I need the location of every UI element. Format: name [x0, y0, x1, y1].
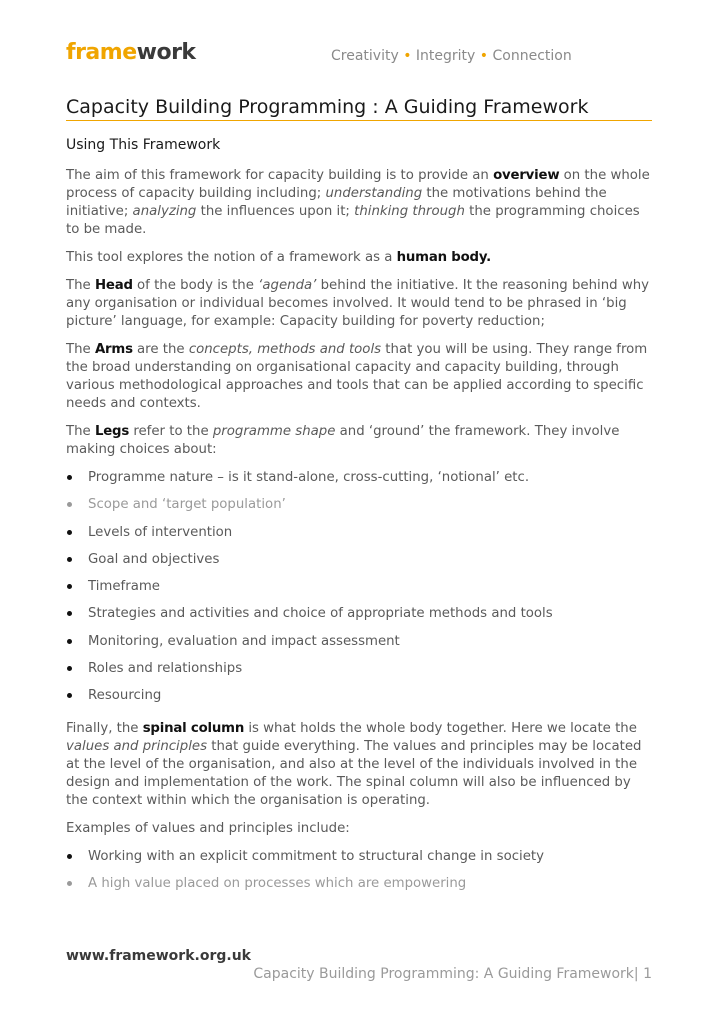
- bullet-dot: •: [479, 48, 489, 64]
- paragraph-legs: The Legs refer to the programme shape and ‘ground’ the framework. They involve making choices about:: [66, 424, 620, 457]
- values-list: [66, 848, 652, 903]
- list-item: Monitoring, evaluation and impact assessment: [66, 633, 652, 660]
- bullet-dot: •: [403, 48, 412, 64]
- programme-choices-list: [66, 469, 652, 715]
- paragraph-overview: The aim of this framework for capacity building is to provide an overview on the whole process of capacity building including; understanding the motivations behind the initiative; analyzing the influences upon it; thinking through the programming choices to be made.: [66, 168, 650, 237]
- paragraph-human-body: This tool explores the notion of a framework as a human body.: [66, 250, 491, 265]
- section-heading: Using This Framework: [66, 137, 221, 153]
- tagline-creativity: Creativity: [331, 48, 399, 64]
- list-item: Roles and relationships: [66, 660, 652, 687]
- list-item: A high value placed on processes which are empowering: [66, 875, 652, 902]
- tagline: [331, 48, 572, 64]
- website-link[interactable]: www.framework.org.uk: [66, 948, 251, 964]
- paragraph-spinal-column: Finally, the spinal column is what holds the whole body together. Here we locate the values and principles that guide everything. The values and principles may be located at the level of the organisation, and also at the level of the individuals involved in the design and implementation of the work. The spinal column will also be influenced by the context within which the organisation is operating.: [66, 720, 642, 808]
- paragraph-examples-intro: Examples of values and principles include:: [66, 820, 350, 836]
- list-item: Programme nature – is it stand-alone, cross-cutting, ‘notional’ etc.: [66, 469, 652, 496]
- paragraph-arms: The Arms are the concepts, methods and tools that you will be using. They range from the broad understanding on organisational capacity and capacity building, through various methodological approaches and tools that can be applied according to specific needs and contexts.: [66, 342, 648, 411]
- list-item: Scope and ‘target population’: [66, 496, 652, 523]
- list-item: Levels of intervention: [66, 524, 652, 551]
- tagline-connection: Connection: [492, 48, 572, 64]
- list-item: Timeframe: [66, 578, 652, 605]
- document-body: [66, 136, 652, 902]
- list-item: Goal and objectives: [66, 551, 652, 578]
- footer-page-label: Capacity Building Programming: A Guiding Framework| 1: [253, 966, 652, 982]
- list-item: Resourcing: [66, 687, 652, 714]
- framework-logo: framework: [66, 40, 196, 65]
- list-item: Strategies and activities and choice of appropriate methods and tools: [66, 605, 652, 632]
- paragraph-head: The Head of the body is the ‘agenda’ behind the initiative. It the reasoning behind why any organisation or individual becomes involved. It would tend to be phrased in ‘big picture’ language, for example: Capacity building for poverty reduction;: [66, 278, 649, 329]
- tagline-integrity: Integrity: [415, 48, 476, 64]
- list-item: Working with an explicit commitment to structural change in society: [66, 848, 652, 875]
- page-title: Capacity Building Programming : A Guiding Framework: [66, 96, 652, 121]
